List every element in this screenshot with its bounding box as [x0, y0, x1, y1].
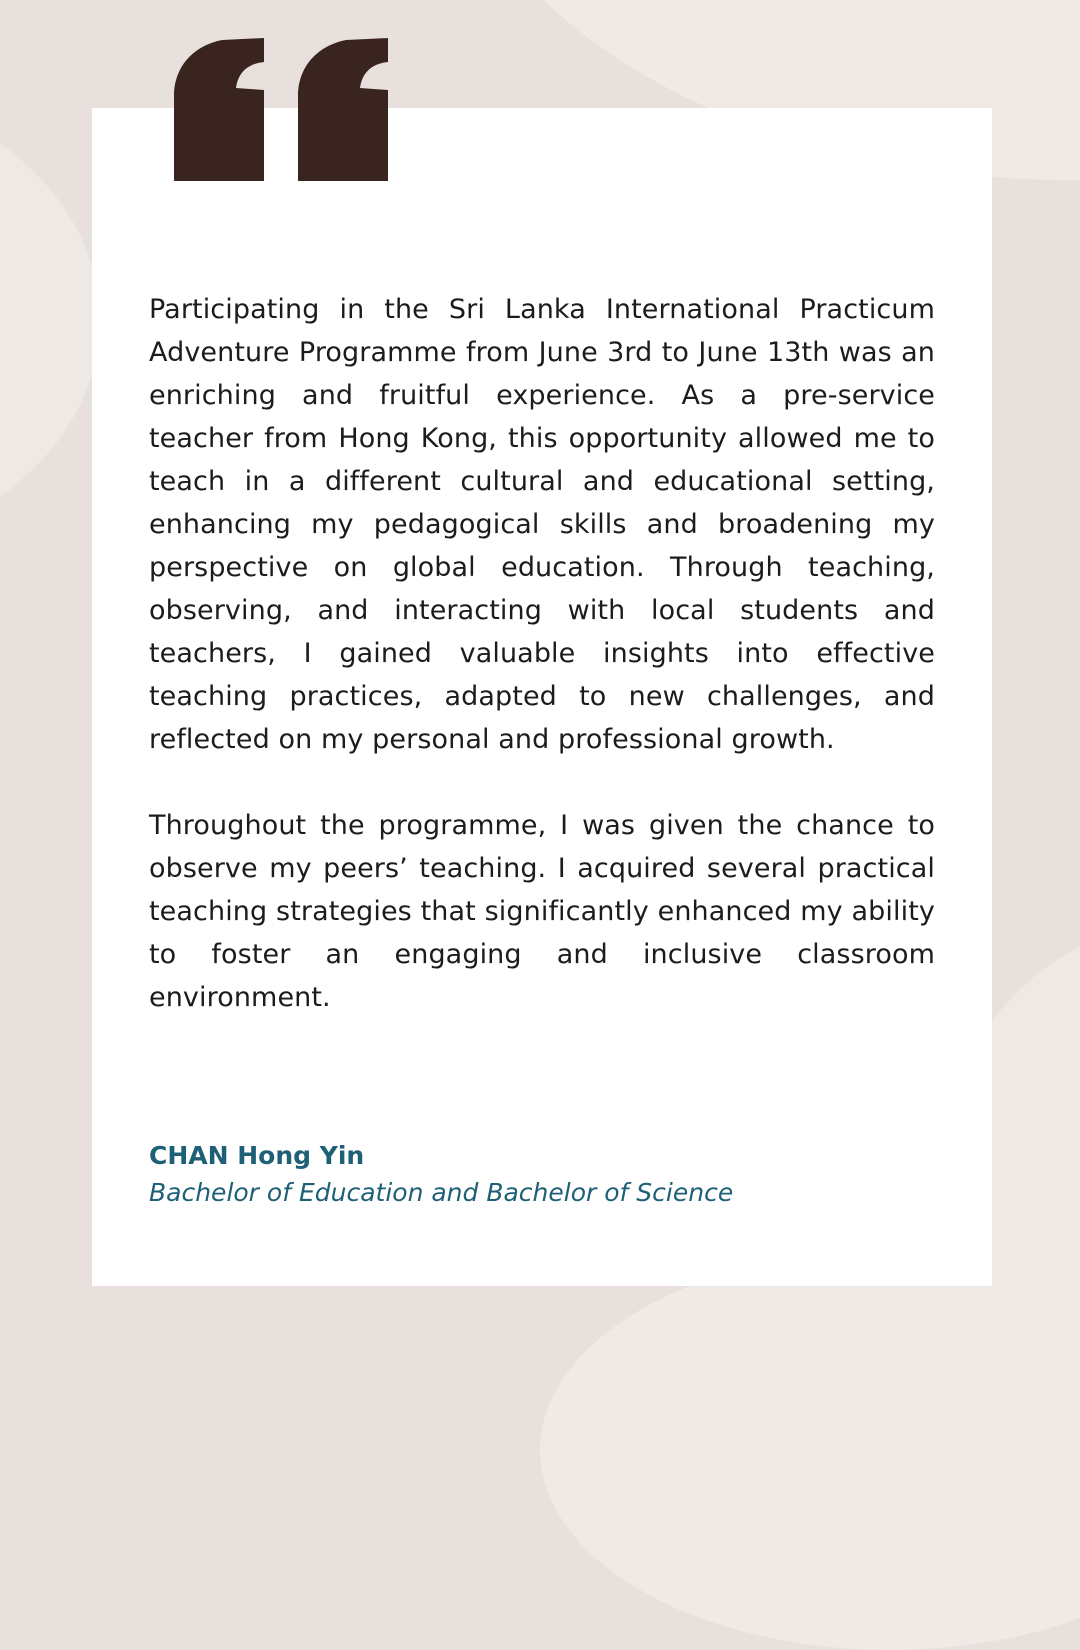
author-degree: Bachelor of Education and Bachelor of Science — [149, 1178, 734, 1207]
opening-quotation-mark-icon — [170, 38, 390, 184]
testimonial-paragraph: Participating in the Sri Lanka International Practicum Adventure Programme from June 3rd to June 13th was an enriching and fruitful experience. As a pre-service teacher from Hong Kong, this opportunity allowed me to teach in a different cultural and educational setting, enhancing my pedagogical skills and broadening my perspective on global education. Through teaching, observing, and interacting with local students and teachers, I gained valuable insights into effective teaching practices, adapted to new challenges, and reflected on my personal and professional growth. — [149, 294, 935, 755]
testimonial-paragraph: Throughout the programme, I was given the chance to observe my peers’ teaching. I acquired several practical teaching strategies that significantly enhanced my ability to foster an engaging and inclusive classroom environment. — [149, 810, 935, 1013]
testimonial-body — [149, 288, 935, 1019]
author-block — [149, 1138, 935, 1212]
background-shape-left — [0, 80, 100, 560]
author-name: CHAN Hong Yin — [149, 1141, 365, 1170]
background-shape-bottom — [540, 1250, 1080, 1650]
